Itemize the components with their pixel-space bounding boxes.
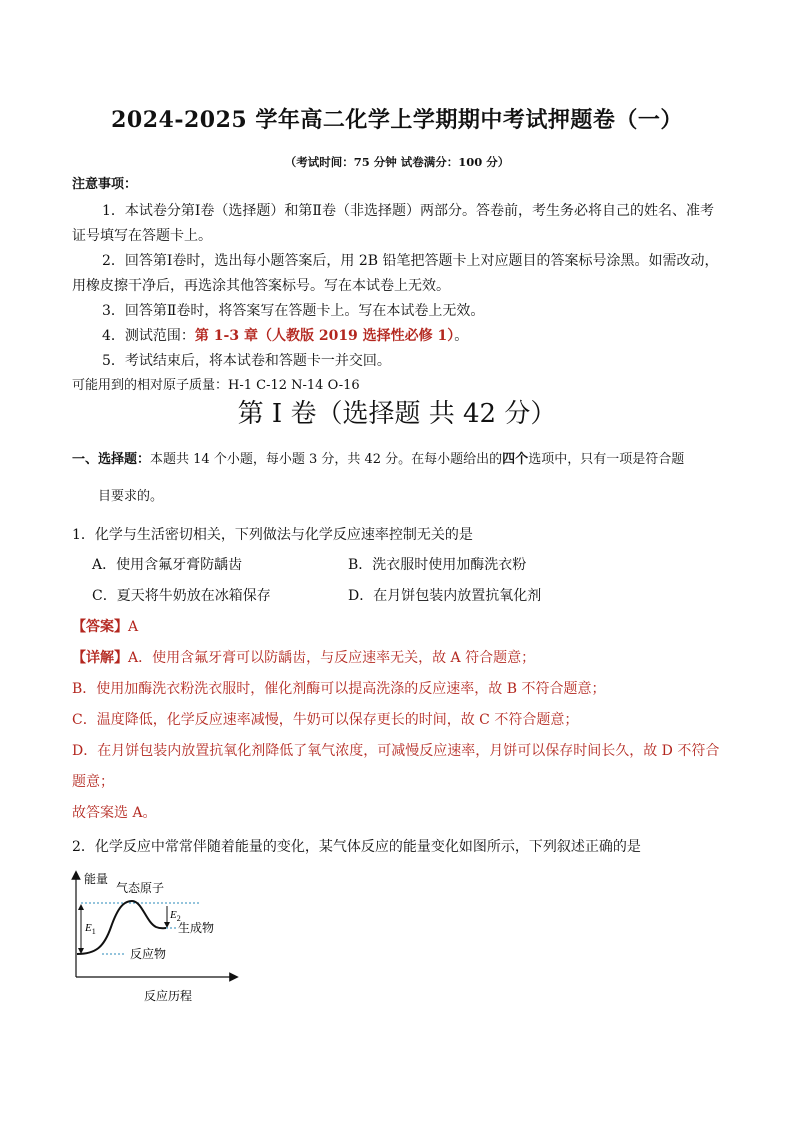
note-4-prefix: 4．测试范围： [102, 328, 195, 344]
note-4 [102, 326, 468, 346]
option-d: D．在月饼包装内放置抗氧化剂 [348, 588, 542, 604]
instruction-text: 本题共 14 个小题，每小题 3 分，共 42 分。在每小题给出的 [150, 452, 503, 467]
detail-line-d: D．在月饼包装内放置抗氧化剂降低了氧气浓度，可减慢反应速率，月饼可以保存时间长久，故 D 不符合 [72, 743, 720, 759]
e1-label: $E_1$ [85, 922, 96, 936]
note-line: 3．回答第Ⅱ卷时，将答案写在答题卡上。写在本试卷上无效。 [102, 303, 485, 319]
detail-label: 【详解】 [72, 650, 128, 666]
note-line: 证号填写在答题卡上。 [72, 228, 212, 244]
detail-line-d-continued: 题意； [72, 774, 114, 790]
note-line: 5．考试结束后，将本试卷和答题卡一并交回。 [102, 353, 391, 369]
question-2-stem: 2．化学反应中常常伴随着能量的变化，某气体反应的能量变化如图所示，下列叙述正确的是 [72, 839, 641, 855]
page-title: 2024-2025 学年高二化学上学期期中考试押题卷（一） [111, 107, 683, 133]
detail-line-c: C．温度降低，化学反应速率减慢，牛奶可以保存更长的时间，故 C 不符合题意； [72, 712, 579, 728]
instruction-label: 一、选择题： [72, 452, 151, 467]
conclusion: 故答案选 A。 [72, 805, 157, 821]
section-heading: 第 I 卷（选择题 共 42 分） [237, 399, 557, 429]
detail-line-b: B．使用加酶洗衣粉洗衣服时，催化剂酶可以提高洗涤的反应速率，故 B 不符合题意； [72, 681, 606, 697]
test-range: 第 1-3 章（人教版 2019 选择性必修 1） [194, 328, 455, 344]
question-1-stem: 1．化学与生活密切相关，下列做法与化学反应速率控制无关的是 [72, 527, 473, 543]
answer-label: 【答案】 [72, 619, 128, 635]
answer-value: A [128, 619, 139, 635]
atomic-masses: 可能用到的相对原子质量：H-1 C-12 N-14 O-16 [72, 378, 360, 393]
note-line: 用橡皮擦干净后，再选涂其他答案标号。写在本试卷上无效。 [72, 278, 450, 294]
e2-label: $E_2$ [170, 909, 181, 923]
detail-text: A．使用含氟牙膏可以防龋齿，与反应速率无关，故 A 符合题意； [128, 650, 536, 666]
x-axis-label: 反应历程 [144, 989, 193, 1002]
products-label: 生成物 [178, 921, 215, 935]
energy-diagram [66, 867, 246, 1002]
answer [72, 617, 138, 637]
detail-line-a [72, 648, 535, 668]
y-axis-label: 能量 [84, 872, 109, 886]
exam-info: （考试时间：75 分钟 试卷满分：100 分） [284, 155, 510, 169]
option-a: A．使用含氟牙膏防龋齿 [92, 557, 243, 573]
reactants-label: 反应物 [130, 947, 167, 961]
instruction-text-end: 选项中，只有一项是符合题 [528, 452, 685, 467]
option-b: B．洗衣服时使用加酶洗衣粉 [348, 557, 527, 573]
peak-label: 气态原子 [116, 881, 165, 895]
instruction-continued: 目要求的。 [98, 489, 164, 504]
option-c: C．夏天将牛奶放在冰箱保存 [92, 588, 271, 604]
instruction [72, 450, 684, 470]
instruction-emphasis: 四个 [502, 452, 529, 467]
note-line: 1．本试卷分第Ⅰ卷（选择题）和第Ⅱ卷（非选择题）两部分。答卷前，考生务必将自己的姓名、准考 [102, 203, 714, 219]
notes-heading: 注意事项： [72, 177, 138, 192]
note-line: 2．回答第Ⅰ卷时，选出每小题答案后，用 2B 铅笔把答题卡上对应题目的答案标号涂黑。如需改动， [102, 253, 719, 269]
note-4-suffix: 。 [454, 328, 469, 344]
